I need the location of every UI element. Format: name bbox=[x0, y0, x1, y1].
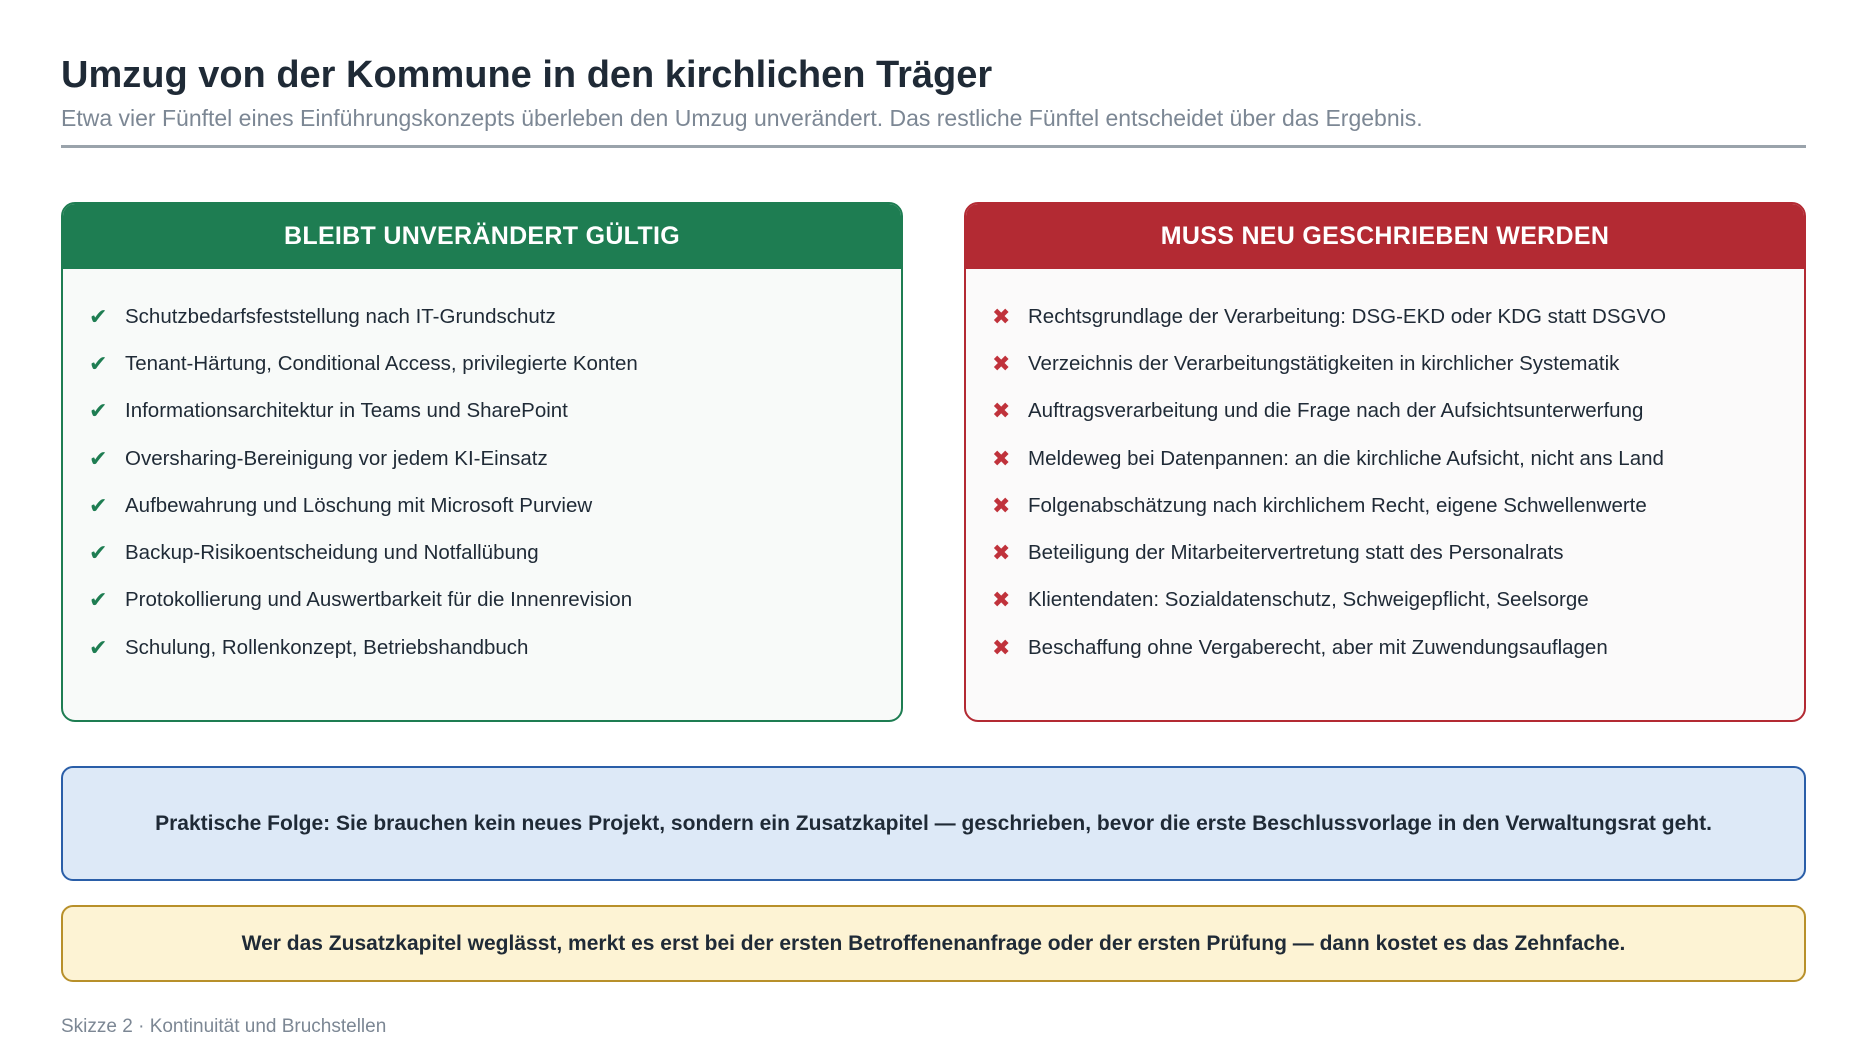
list-item-text: Beschaffung ohne Vergaberecht, aber mit Zuwendungsauflagen bbox=[1028, 635, 1608, 659]
list-item-text: Folgenabschätzung nach kirchlichem Recht, eigene Schwellenwerte bbox=[1028, 493, 1647, 517]
list-item bbox=[89, 340, 901, 387]
header-divider bbox=[61, 145, 1806, 148]
cross-icon: ✖ bbox=[992, 634, 1011, 660]
check-icon: ✔ bbox=[89, 587, 108, 613]
cross-icon: ✖ bbox=[992, 540, 1011, 566]
practical-consequence-callout: Praktische Folge: Sie brauchen kein neues Projekt, sondern ein Zusatzkapitel — geschrieben, bevor die erste Beschlussvorlage in den Verwaltungsrat geht. bbox=[61, 766, 1806, 881]
check-icon: ✔ bbox=[89, 303, 108, 329]
list-item bbox=[89, 293, 901, 340]
unchanged-panel bbox=[61, 202, 903, 722]
list-item bbox=[992, 388, 1804, 435]
list-item-text: Meldeweg bei Datenpannen: an die kirchliche Aufsicht, nicht ans Land bbox=[1028, 446, 1664, 470]
list-item-text: Backup-Risikoentscheidung und Notfallübung bbox=[125, 541, 539, 565]
page-title: Umzug von der Kommune in den kirchlichen Träger bbox=[61, 54, 993, 96]
list-item-text: Protokollierung und Auswertbarkeit für die Innenrevision bbox=[125, 588, 633, 612]
list-item bbox=[992, 340, 1804, 387]
check-icon: ✔ bbox=[89, 540, 108, 566]
unchanged-panel-heading: BLEIBT UNVERÄNDERT GÜLTIG bbox=[63, 204, 901, 269]
list-item bbox=[89, 388, 901, 435]
cross-icon: ✖ bbox=[992, 398, 1011, 424]
list-item bbox=[89, 577, 901, 624]
rewrite-panel bbox=[964, 202, 1806, 722]
list-item bbox=[89, 529, 901, 576]
list-item-text: Beteiligung der Mitarbeitervertretung statt des Personalrats bbox=[1028, 541, 1564, 565]
cross-icon: ✖ bbox=[992, 587, 1011, 613]
list-item-text: Informationsarchitektur in Teams und SharePoint bbox=[125, 399, 568, 423]
list-item-text: Schutzbedarfsfeststellung nach IT-Grundschutz bbox=[125, 304, 556, 328]
cross-icon: ✖ bbox=[992, 303, 1011, 329]
footer-caption: Skizze 2 · Kontinuität und Bruchstellen bbox=[61, 1016, 387, 1037]
list-item bbox=[992, 624, 1804, 671]
list-item bbox=[89, 435, 901, 482]
list-item bbox=[89, 482, 901, 529]
list-item bbox=[992, 577, 1804, 624]
list-item bbox=[992, 293, 1804, 340]
rewrite-panel-heading: MUSS NEU GESCHRIEBEN WERDEN bbox=[966, 204, 1804, 269]
check-icon: ✔ bbox=[89, 350, 108, 376]
page-header bbox=[61, 50, 1806, 136]
cross-icon: ✖ bbox=[992, 492, 1011, 518]
list-item bbox=[89, 624, 901, 671]
list-item-text: Schulung, Rollenkonzept, Betriebshandbuch bbox=[125, 635, 529, 659]
warning-callout: Wer das Zusatzkapitel weglässt, merkt es erst bei der ersten Betroffenenanfrage oder der ersten Prüfung — dann kostet es das Zehnfache. bbox=[61, 905, 1806, 982]
check-icon: ✔ bbox=[89, 492, 108, 518]
list-item-text: Klientendaten: Sozialdatenschutz, Schweigepflicht, Seelsorge bbox=[1028, 588, 1589, 612]
cross-icon: ✖ bbox=[992, 350, 1011, 376]
list-item-text: Oversharing-Bereinigung vor jedem KI-Einsatz bbox=[125, 446, 548, 470]
rewrite-list bbox=[966, 269, 1804, 671]
page-subtitle: Etwa vier Fünftel eines Einführungskonzepts überleben den Umzug unverändert. Das restliche Fünftel entscheidet über das Ergebnis. bbox=[61, 105, 1423, 131]
list-item-text: Tenant-Härtung, Conditional Access, privilegierte Konten bbox=[125, 351, 638, 375]
list-item-text: Verzeichnis der Verarbeitungstätigkeiten in kirchlicher Systematik bbox=[1028, 351, 1620, 375]
unchanged-list bbox=[63, 269, 901, 671]
list-item-text: Auftragsverarbeitung und die Frage nach der Aufsichtsunterwerfung bbox=[1028, 399, 1644, 423]
check-icon: ✔ bbox=[89, 445, 108, 471]
list-item-text: Aufbewahrung und Löschung mit Microsoft Purview bbox=[125, 493, 593, 517]
list-item bbox=[992, 529, 1804, 576]
list-item-text: Rechtsgrundlage der Verarbeitung: DSG-EKD oder KDG statt DSGVO bbox=[1028, 304, 1667, 328]
list-item bbox=[992, 482, 1804, 529]
cross-icon: ✖ bbox=[992, 445, 1011, 471]
check-icon: ✔ bbox=[89, 634, 108, 660]
list-item bbox=[992, 435, 1804, 482]
check-icon: ✔ bbox=[89, 398, 108, 424]
